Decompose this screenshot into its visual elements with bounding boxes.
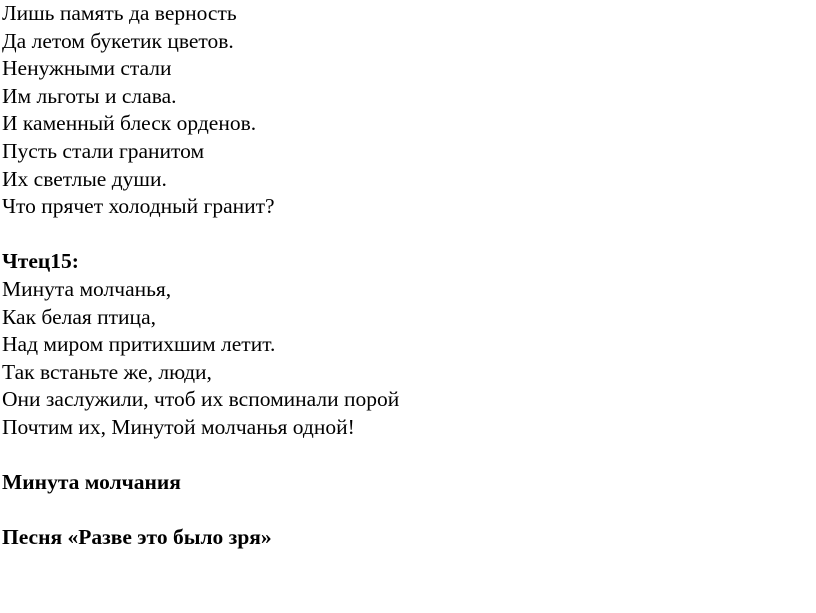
poem-line: Почтим их, Минутой молчанья одной!	[2, 414, 355, 439]
poem-line: И каменный блеск орденов.	[2, 111, 257, 136]
song-title-heading: Песня «Разве это было зря»	[2, 525, 272, 550]
minute-of-silence-heading: Минута молчания	[2, 470, 181, 495]
poem-line: Над миром притихшим летит.	[2, 332, 276, 357]
poem-line: Их светлые души.	[2, 166, 167, 191]
poem-line: Пусть стали гранитом	[2, 138, 205, 163]
reader-heading: Чтец15:	[2, 249, 79, 274]
poem-line: Что прячет холодный гранит?	[2, 194, 275, 219]
document-page	[2, 0, 812, 552]
poem-line: Им льготы и слава.	[2, 83, 177, 108]
poem-line: Как белая птица,	[2, 304, 156, 329]
blank-line	[2, 442, 812, 470]
blank-line	[2, 497, 812, 525]
blank-line	[2, 221, 812, 249]
poem-line: Минута молчанья,	[2, 276, 172, 301]
poem-line: Лишь память да верность	[2, 1, 237, 25]
poem-line: Да летом букетик цветов.	[2, 28, 234, 53]
poem-line: Ненужными стали	[2, 56, 172, 81]
poem-line: Так встаньте же, люди,	[2, 359, 212, 384]
poem-line: Они заслужили, чтоб их вспоминали порой	[2, 387, 400, 412]
